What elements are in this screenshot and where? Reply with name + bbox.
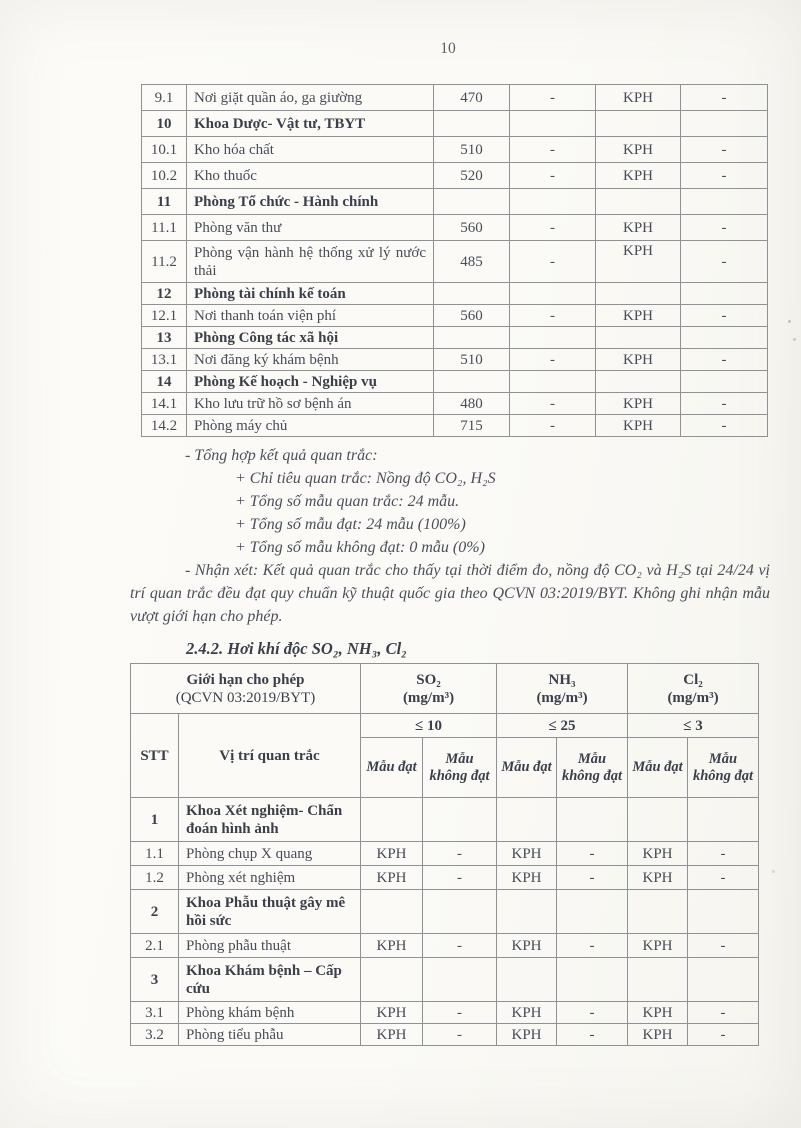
location-cell: Phòng Kế hoạch - Nghiệp vụ xyxy=(187,371,434,393)
kph-cell: KPH xyxy=(497,842,557,866)
empty-cell xyxy=(434,189,510,215)
stt-cell: 14.1 xyxy=(142,393,187,415)
value-cell: 715 xyxy=(434,415,510,437)
group-row xyxy=(131,798,759,842)
value-cell: 485 xyxy=(434,241,510,283)
empty-cell xyxy=(596,283,681,305)
table-row xyxy=(142,415,768,437)
gas-header-so2 xyxy=(361,664,497,714)
dash-cell: - xyxy=(557,1002,628,1024)
dash-cell: - xyxy=(688,842,759,866)
stt-cell: 12 xyxy=(142,283,187,305)
location-cell: Phòng vận hành hệ thống xử lý nước thải xyxy=(187,241,434,283)
page-number: 10 xyxy=(440,40,456,57)
limit-title-line2: (QCVN 03:2019/BYT) xyxy=(175,689,316,706)
dash-cell: - xyxy=(557,842,628,866)
limit-cell-so2: ≤ 10 xyxy=(361,714,497,738)
dash-cell: - xyxy=(681,137,768,163)
empty-cell xyxy=(497,890,557,934)
group-row xyxy=(142,283,768,305)
empty-cell xyxy=(681,327,768,349)
table-row xyxy=(142,305,768,327)
location-cell: Khoa Phẫu thuật gây mê hồi sức xyxy=(179,890,361,934)
limit-cell-nh3: ≤ 25 xyxy=(497,714,628,738)
limit-title-line1: Giới hạn cho phép xyxy=(186,671,305,688)
empty-cell xyxy=(423,798,497,842)
empty-cell xyxy=(681,111,768,137)
gas-name: NH₃ xyxy=(548,671,576,688)
pass-header-cell: Mẫu đạt xyxy=(628,738,688,798)
summary-item: + Chỉ tiêu quan trắc: Nồng độ CO₂, H₂S xyxy=(235,470,496,487)
value-cell: 480 xyxy=(434,393,510,415)
empty-cell xyxy=(497,798,557,842)
table-row xyxy=(142,163,768,189)
kph-cell: KPH xyxy=(361,866,423,890)
location-cell: Nơi thanh toán viện phí xyxy=(187,305,434,327)
kph-cell: KPH xyxy=(628,934,688,958)
location-header-cell: Vị trí quan trắc xyxy=(179,714,361,798)
stt-cell: 10.2 xyxy=(142,163,187,189)
dash-cell: - xyxy=(510,163,596,189)
limit-cell-cl2: ≤ 3 xyxy=(628,714,759,738)
location-cell: Kho hóa chất xyxy=(187,137,434,163)
dash-cell: - xyxy=(510,85,596,111)
location-cell: Phòng văn thư xyxy=(187,215,434,241)
value-cell: 470 xyxy=(434,85,510,111)
location-cell: Phòng khám bệnh xyxy=(179,1002,361,1024)
stt-cell: 3 xyxy=(131,958,179,1002)
dash-cell: - xyxy=(557,866,628,890)
empty-cell xyxy=(423,890,497,934)
header-row-limits xyxy=(131,714,759,738)
table-row xyxy=(131,1024,759,1046)
empty-cell xyxy=(510,327,596,349)
stt-header-cell: STT xyxy=(131,714,179,798)
table-row xyxy=(131,1002,759,1024)
dash-cell: - xyxy=(681,349,768,371)
empty-cell xyxy=(688,958,759,1002)
location-cell: Khoa Xét nghiệm- Chẩn đoán hình ảnh xyxy=(179,798,361,842)
group-row xyxy=(131,958,759,1002)
stt-cell: 13.1 xyxy=(142,349,187,371)
group-row xyxy=(142,189,768,215)
group-row xyxy=(131,890,759,934)
stt-cell: 10 xyxy=(142,111,187,137)
empty-cell xyxy=(434,283,510,305)
dash-cell: - xyxy=(557,934,628,958)
dash-cell: - xyxy=(423,866,497,890)
stt-cell: 9.1 xyxy=(142,85,187,111)
kph-cell: KPH xyxy=(628,866,688,890)
pass-header-cell: Mẫu đạt xyxy=(361,738,423,798)
kph-cell: KPH xyxy=(596,415,681,437)
table-row xyxy=(131,842,759,866)
kph-cell: KPH xyxy=(628,842,688,866)
dash-cell: - xyxy=(510,305,596,327)
dash-cell: - xyxy=(688,1002,759,1024)
empty-cell xyxy=(434,327,510,349)
location-cell: Phòng Tổ chức - Hành chính xyxy=(187,189,434,215)
empty-cell xyxy=(596,327,681,349)
gas-unit: (mg/m³) xyxy=(667,689,719,706)
stt-cell: 1.1 xyxy=(131,842,179,866)
empty-cell xyxy=(361,890,423,934)
location-cell: Phòng tiểu phẫu xyxy=(179,1024,361,1046)
table-row xyxy=(142,349,768,371)
location-cell: Phòng chụp X quang xyxy=(179,842,361,866)
group-row xyxy=(142,327,768,349)
dash-cell: - xyxy=(510,137,596,163)
location-cell: Nơi giặt quần áo, ga giường xyxy=(187,85,434,111)
kph-cell: KPH xyxy=(596,137,681,163)
dash-cell: - xyxy=(681,241,768,283)
dash-cell: - xyxy=(681,85,768,111)
table-row xyxy=(131,934,759,958)
kph-cell: KPH xyxy=(596,163,681,189)
kph-cell: KPH xyxy=(497,866,557,890)
empty-cell xyxy=(688,890,759,934)
location-cell: Khoa Khám bệnh – Cấp cứu xyxy=(179,958,361,1002)
stt-cell: 3.2 xyxy=(131,1024,179,1046)
dash-cell: - xyxy=(510,415,596,437)
dash-cell: - xyxy=(688,1024,759,1046)
gas-header-nh3 xyxy=(497,664,628,714)
empty-cell xyxy=(510,189,596,215)
value-cell: 520 xyxy=(434,163,510,189)
stt-cell: 14.2 xyxy=(142,415,187,437)
gas-unit: (mg/m³) xyxy=(536,689,588,706)
kph-cell: KPH xyxy=(497,1002,557,1024)
stt-cell: 1.2 xyxy=(131,866,179,890)
empty-cell xyxy=(434,371,510,393)
stt-cell: 12.1 xyxy=(142,305,187,327)
scan-speck xyxy=(788,320,791,323)
stt-cell: 11 xyxy=(142,189,187,215)
table-row xyxy=(142,137,768,163)
fail-header-cell: Mẫu không đạt xyxy=(423,738,497,798)
stt-cell: 2.1 xyxy=(131,934,179,958)
dash-cell: - xyxy=(510,241,596,283)
empty-cell xyxy=(681,189,768,215)
empty-cell xyxy=(688,798,759,842)
empty-cell xyxy=(557,890,628,934)
value-cell: 510 xyxy=(434,137,510,163)
kph-cell: KPH xyxy=(361,842,423,866)
kph-cell: KPH xyxy=(497,1024,557,1046)
location-cell: Phòng phẫu thuật xyxy=(179,934,361,958)
dash-cell: - xyxy=(681,305,768,327)
empty-cell xyxy=(557,958,628,1002)
summary-item: + Tổng số mẫu không đạt: 0 mẫu (0%) xyxy=(235,539,485,556)
section-heading: 2.4.2. Hơi khí độc SO₂, NH₃, Cl₂ xyxy=(186,639,407,658)
stt-cell: 13 xyxy=(142,327,187,349)
dash-cell: - xyxy=(423,1002,497,1024)
dash-cell: - xyxy=(557,1024,628,1046)
value-cell: 560 xyxy=(434,305,510,327)
empty-cell xyxy=(361,798,423,842)
stt-cell: 11.2 xyxy=(142,241,187,283)
stt-cell: 14 xyxy=(142,371,187,393)
kph-cell: KPH xyxy=(361,1024,423,1046)
kph-cell: KPH xyxy=(596,85,681,111)
location-cell: Khoa Dược- Vật tư, TBYT xyxy=(187,111,434,137)
toxic-gas-table xyxy=(130,663,759,1046)
summary-item: + Tổng số mẫu quan trắc: 24 mẫu. xyxy=(235,493,460,510)
fail-header-cell: Mẫu không đạt xyxy=(557,738,628,798)
empty-cell xyxy=(361,958,423,1002)
empty-cell xyxy=(628,958,688,1002)
stt-cell: 11.1 xyxy=(142,215,187,241)
kph-cell: KPH xyxy=(361,1002,423,1024)
empty-cell xyxy=(510,371,596,393)
dash-cell: - xyxy=(423,934,497,958)
monitoring-results-table xyxy=(141,84,768,437)
gas-name: Cl₂ xyxy=(683,671,703,688)
table-row xyxy=(131,866,759,890)
dash-cell: - xyxy=(688,934,759,958)
empty-cell xyxy=(628,890,688,934)
summary-intro: - Tổng hợp kết quả quan trắc: xyxy=(185,447,378,464)
dash-cell: - xyxy=(681,163,768,189)
dash-cell: - xyxy=(423,842,497,866)
gas-header-cl2 xyxy=(628,664,759,714)
pass-header-cell: Mẫu đạt xyxy=(497,738,557,798)
location-cell: Kho thuốc xyxy=(187,163,434,189)
limit-title-cell xyxy=(131,664,361,714)
dash-cell: - xyxy=(510,349,596,371)
dash-cell: - xyxy=(681,415,768,437)
kph-cell: KPH xyxy=(361,934,423,958)
empty-cell xyxy=(434,111,510,137)
header-row-gases xyxy=(131,664,759,714)
empty-cell xyxy=(681,371,768,393)
location-cell: Phòng Công tác xã hội xyxy=(187,327,434,349)
dash-cell: - xyxy=(681,393,768,415)
empty-cell xyxy=(596,189,681,215)
location-cell: Nơi đăng ký khám bệnh xyxy=(187,349,434,371)
empty-cell xyxy=(628,798,688,842)
value-cell: 560 xyxy=(434,215,510,241)
summary-block xyxy=(130,444,770,628)
kph-cell: KPH xyxy=(497,934,557,958)
empty-cell xyxy=(681,283,768,305)
stt-cell: 2 xyxy=(131,890,179,934)
dash-cell: - xyxy=(681,215,768,241)
kph-cell: KPH xyxy=(628,1024,688,1046)
fail-header-cell: Mẫu không đạt xyxy=(688,738,759,798)
empty-cell xyxy=(557,798,628,842)
group-row xyxy=(142,371,768,393)
location-cell: Phòng tài chính kế toán xyxy=(187,283,434,305)
dash-cell: - xyxy=(510,393,596,415)
table-row xyxy=(142,393,768,415)
gas-name: SO₂ xyxy=(416,671,441,688)
value-cell: 510 xyxy=(434,349,510,371)
table-row xyxy=(142,215,768,241)
location-cell: Kho lưu trữ hồ sơ bệnh án xyxy=(187,393,434,415)
location-cell: Phòng máy chủ xyxy=(187,415,434,437)
kph-cell: KPH xyxy=(596,349,681,371)
table-row xyxy=(142,85,768,111)
stt-cell: 3.1 xyxy=(131,1002,179,1024)
empty-cell xyxy=(596,371,681,393)
gas-unit: (mg/m³) xyxy=(402,689,455,706)
empty-cell xyxy=(497,958,557,1002)
dash-cell: - xyxy=(423,1024,497,1046)
dash-cell: - xyxy=(510,215,596,241)
kph-cell: KPH xyxy=(596,393,681,415)
stt-cell: 10.1 xyxy=(142,137,187,163)
location-cell: Phòng xét nghiệm xyxy=(179,866,361,890)
stt-cell: 1 xyxy=(131,798,179,842)
empty-cell xyxy=(510,283,596,305)
empty-cell xyxy=(423,958,497,1002)
kph-cell: KPH xyxy=(628,1002,688,1024)
dash-cell: - xyxy=(688,866,759,890)
kph-cell: KPH xyxy=(596,215,681,241)
empty-cell xyxy=(510,111,596,137)
table-row xyxy=(142,241,768,283)
empty-cell xyxy=(596,111,681,137)
summary-item: + Tổng số mẫu đạt: 24 mẫu (100%) xyxy=(235,516,466,533)
kph-cell: KPH xyxy=(596,241,681,283)
group-row xyxy=(142,111,768,137)
kph-cell: KPH xyxy=(596,305,681,327)
summary-remark: - Nhận xét: Kết quả quan trắc cho thấy tại thời điểm đo, nồng độ CO₂ và H₂S tại 24/24 vị trí quan trắc đều đạt quy chuẩn kỹ thuật quốc gia theo QCVN 03:2019/BYT. Không ghi nhận mẫu vượt giới hạn cho phép. xyxy=(130,562,770,625)
